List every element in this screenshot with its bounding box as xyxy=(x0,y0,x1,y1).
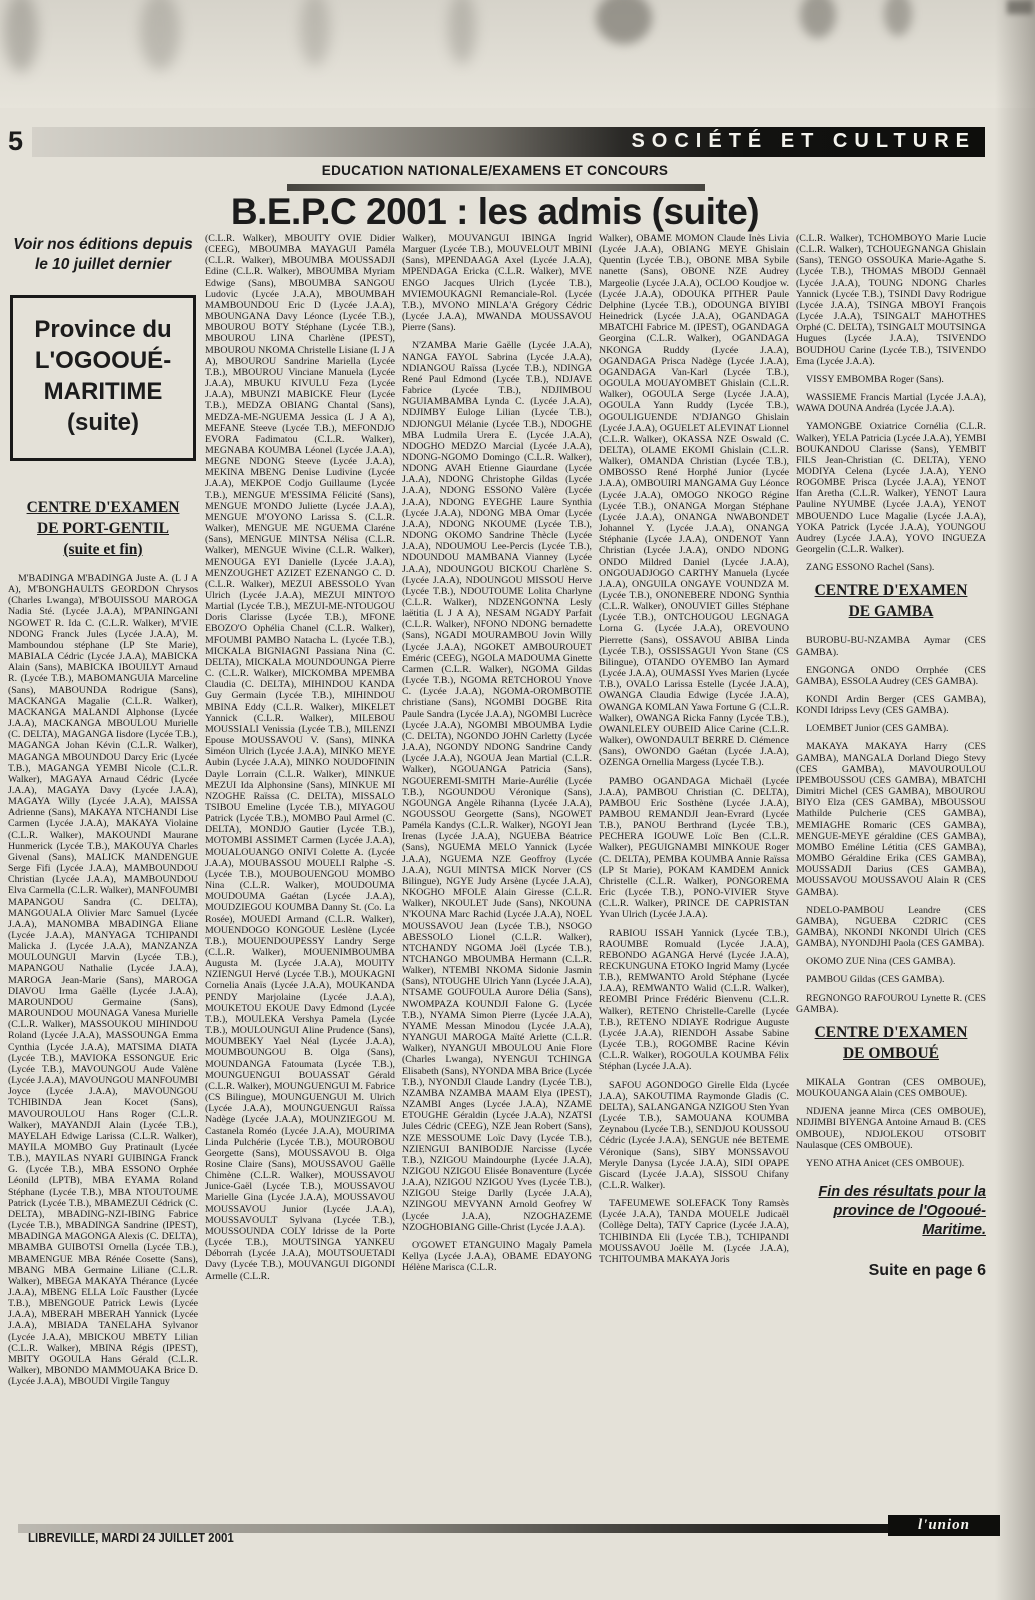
results-paragraph: O'GOWET ETANGUINO Magaly Pamela Kellya (Lycée J.A.A), OBAME EDAYONG Hélène Marisca (C.L.R. xyxy=(402,1239,592,1274)
results-paragraph: (C.L.R. Walker), TCHOMBOYO Marie Lucie (C.L.R. Walker), TCHOUEGNANGA Ghislain (Sans), TENGO OSSOUKA Marie-Agathe S. (Lycée T.B.), THOMAS MBODJ Gennaël (Lycée J.A.A), TOUNG NDONG Charles Yannick (Lycée T.B.), TSINDI Davy Rodrigue (Lycée J.A.A), TSINGA MBOYI François (Lycée J.A.A), TSINGALT MAHOTHES Orphé (C. DELTA), TSINGALT MOUTSINGA Hugues (Lycée J.A.A), TSIVENDO BOUDHOU Carine (Lycée T.B.), TSIVENDO Ema (Lycée J.A.A). xyxy=(796,233,986,367)
province-box-line: L'OGOOUÉ- xyxy=(34,347,172,374)
fin-note-line: Fin des résultats pour la xyxy=(818,1184,986,1200)
results-paragraph: VISSY EMBOMBA Roger (Sans). xyxy=(806,373,944,385)
results-paragraph: PAMBOU Gildas (CES GAMBA). xyxy=(806,974,945,986)
centre-header-line: (suite et fin) xyxy=(63,541,143,558)
results-column-2 xyxy=(205,233,395,1513)
results-paragraph: M'BADINGA M'BADINGA Juste A. (L J A A), M'BONGHAULTS GEORDON Chrysos (Charles Lwanga), M'BOUISSOU MAROGA Nadia Sté. (Lycée J.A.A), M'PANINGANI NGOWET R. Ida C. (C.L.R. Walker), M'VIE NDONG Franck Jules (Lycée J.A.A), M. Mamboundou stéphane (LP Ste Marie), MABIALA Cédric (Lycée J.A.A), MABICKA Alain (Sans), MABICKA IBOUILYT Arnaud R. (Lycée T.B.), MABOMANGUIA Marceline (Sans), MABOUNDA Rodrigue (Sans), MACKANGA Magalie (C.L.R. Walker), MACKANGA MALANDI Alphonse (Lycée J.A.A), MACKANGA MBOULOU Murielle (C. DELTA), MAGANGA Iisdore (Lycée T.B.), MAGANGA Johan Kévin (C.L.R. Walker), MAGANGA MBOUNDOU Darcy Eric (Lycée T.B.), MAGANGA YEMBI Nicole (C.L.R. Walker), MAGAYA Arnaud Cédric (Lycée J.A.A), MAGAYA Davy (Lycée J.A.A), MAGAYA Willy (Lycée J.A.A), MAISSA Adrienne (Sans), MAKAYA NTCHANDI Lise Carmen (Lycée J.A.A), MAKAYA Violaine (C.L.R. Walker), MAKOUNDI Maurane Hunmerick (Lycée T.B.), MAKOUYA Charles Givenal (Sans), MALICK MANDENGUE Serge Fifi (Lycée J.A.A), MAMBOUNDOU Christian (Lycée J.A.A), MAMBOUNDOU Elva Carmella (C.L.R. Walker), MANFOUMBI MAPANGOU Sandra (C. DELTA), MANGOUALA Olivier Marc Samuel (Lycée J.A.A), MANOMBA MBADINGA Eliane (Lycée J.A.A), MANYAGA TCHIPANDI Malicka J. (Lycée J.A.A), MANZANZA MOULOUNGUI Marvin (Lycée T.B.), MAPANGOU Nathalie (Lycée J.A.A), MAROGA Jean-Marie (Sans), MAROGA DIAVOU Irma Gaëlle (Lycée J.A.A), MAROUNDOU Germaine (Sans), MAROUNDOU MOUNAGA Vanesa Murielle (C.L.R. Walker), MASSOUKOU MIHINDOU Roland (Lycée J.A.A), MASSOUNGA Emma Cynthia (Lycée J.A.A), MATSIMA DIATA (Lycée T.B.), MAVIOKA ESSONGUE Eric (Lycée T.B.), MAVOUNGOU Aude Valène (Lycée J.A.A), MAVOUNGOU MANFOUMBI Joyce (Lycée J.A.A), MAVOUNGOU TCHIBINDA Jean Kocet (Sans), MAVOUROULOU Hans Roger (C.L.R. Walker), MAYANDJI Alain (Lycée T.B.), MAYELAH Edwige Larissa (C.L.R. Walker), MAYILA MOMBO Guy Pratinault (Lycée T.B.), MAYILAS NYARI GUIBINGA Franck G. (Lycée T.B.), MBA ESSONO Orphée Léonild (LPTB), MBA EYAMA Roland Stéphane (Lycée T.B.), MBA NTOUTOUME Patrick (Lycée T.B.), MBAMEZUI Cédrick (C. DELTA), MBADING-NZI-IBING Fabrice (Lycée T.B.), MBADINGA Sandrine (IPEST), MBADINGA MAGONGA Alexis (C. DELTA), MBAMBA GUIBOTSI Ornella (Lycée T.B.), MBAMENGUE MBA Rénée Cosette (Sans), MBANG MBA Germaine Liliane (C.L.R. Walker), MBEGA MAKAYA Thérance (Lycée J.A.A), MBENG ELLA Loïc Fausther (Lycée T.B.), MBENGOUE Patrick Lewis (Lycée J.A.A), MBERAH MBERAH Yannick (Lycée J.A.A), MBIADA TANELAHA Sylvanor (Lycée J.A.A), MBICKOU MBETY Lilian (C.L.R. Walker), MBINA Régis (IPEST), MBITY OGOULA Hans Gérald (C.L.R. Walker), MBONDO MAMMOUAKA Brice D. (Lycée J.A.A), MBOUDI Virgile Tanguy xyxy=(8,573,198,1388)
results-paragraph: Walker), OBAME MOMON Claude Inès Livia (Lycée J.A.A), OBIANG MEYE Ghislain Quentin (Lycée T.B.), OBONE MBA Sybile nanette (Sans), OBONE NZE Audrey Margeolie (Lycée J.A.A), OCLOO Koudjoe w. (Lycée J.A.A), ODOUKA PITHER Paule Delphine (Lycée T.B.), ODOUNGA BIYIBI Heinedrick (Lycée J.A.A), OGANDAGA MBATCHI Fabrice M. (IPEST), OGANDAGA Georgina (C.L.R. Walker), OGANDAGA NKONGA Ruddy (Lycée J.A.A), OGANDAGA Prisca Nadège (Lycée J.A.A), OGANDAGA Van-Karl (Lycée T.B.), OGOULA MOUAYOMBET Ghislain (C.L.R. Walker), OGOULA Serge (Lycée J.A.A), OGOULA Yann Ruddy (Lycée T.B.), OGOULIGUENDE N'DJANGO Ghislain (Lycée J.A.A), OGUELET ALEVINAT Lionnel (C.L.R. Walker), OKASSA NZE Oswald (C. DELTA), OLAME EKOMI Ghislain (C.L.R. Walker), OMANDA Christian (Lycée T.B.), OMBOSSO René Horphé Junior (Lycée J.A.A), OMBOUIRI MANGAMA Guy Léonce (Lycée J.A.A), OMOGO NKOGO Régine (Lycée T.B.), ONANGA Morgan Stéphane (Lycée J.A.A), ONANGA NWABONDET Johannel Y. (Lycée J.A.A), ONANGA Stéphanie (Lycée J.A.A), ONDENOT Yann Christian (Lycée J.A.A), ONDO NDONG ONDO Mildred Daniel (Lycée J.A.A), ONGOUADJOGO CARTHY Manuela (Lycée J.A.A), ONGUILA ONGAYE VOUNDZA M. (Lycée T.B.), ONONEBERE NDONG Synthia (C.L.R. Walker), ONOUVIET Gilles Stéphane (Lycée T.B.), ONTCHOUGOU LEGNAGA Lorna G. (Lycée J.A.A), OREVOUNO Pierrette (Sans), OSSAVOU ABIBA Linda (Lycée T.B.), OSSISSAGUI Yvon Stane (CS Bilingue), OTANDO OYEMBO Ian Aymard (Lycée J.A.A), OUMASSI Yves Marien (Lycée T.B.), OVALO Larissa Estelle (Lycée J.A.A), OWANGA Claudia Edwige (Lycée J.A.A), OWANGA KOMLAN Yawa Fortune G (C.L.R. Walker), OWANGA Ricka Fanny (Lycée T.B.), OWANLELEY OUBEID Alice Carine (C.L.R. Walker), OWONDAULT BERRE D. Clémence (Sans), OWONDO Gaétan (Lycée J.A.A), OZENGA Ornellia Margess (Lycée T.B.). xyxy=(599,233,789,769)
page-edge-shadow xyxy=(995,0,1035,1600)
centre-header-line: CENTRE D'EXAMEN xyxy=(814,1023,968,1041)
results-paragraph: Walker), MOUVANGUI IBINGA Ingrid Marguer (Lycée T.B.), MOUVELOUT MBINI (Sans), MPENDAAGA Axel (Lycée J.A.A), MPENDAGA Ericka (C.L.R. Walker), MVE ENGO Jacques Ulrich (Lycée T.B.), MVIEMOUKAGNI Remanciale-Rol. (Lycée T.B.), MVONO MINLA'A Grégory Cédric (Lycée J.A.A), MWANDA MOUSSAVOU Pierre (Sans). xyxy=(402,233,592,334)
results-paragraph: LOEMBET Junior (CES GAMBA). xyxy=(806,723,949,735)
results-column-1 xyxy=(8,233,198,1513)
results-paragraph: WASSIEME Francis Martial (Lycée J.A.A), WAWA DOUNA Andréa (Lycée J.A.A). xyxy=(796,392,986,415)
results-paragraph: REGNONGO RAFOUROU Lynette R. (CES GAMBA). xyxy=(796,992,986,1015)
edition-note xyxy=(8,235,198,275)
results-paragraph: KONDI Ardin Berger (CES GAMBA), KONDI Idripss Levy (CES GAMBA). xyxy=(796,694,986,717)
suite-note: Suite en page 6 xyxy=(868,1262,986,1279)
results-paragraph: BUROBU-BU-NZAMBA Aymar (CES GAMBA). xyxy=(796,635,986,658)
centre-header-line: CENTRE D'EXAMEN xyxy=(26,499,180,516)
section-banner xyxy=(32,127,985,157)
kicker: EDUCATION NATIONALE/EXAMENS ET CONCOURS xyxy=(321,163,669,178)
centre-header xyxy=(796,580,986,622)
results-paragraph: NDJENA jeanne Mirca (CES OMBOUE), NDJIMBI BIYENGA Antoine Arnaud B. (CES OMBOUE), NDJOLEKOU OTSOBIT Naulasque (CES OMBOUE). xyxy=(796,1106,986,1151)
fin-note-line: Maritime. xyxy=(922,1222,986,1238)
results-paragraph: MIKALA Gontran (CES OMBOUE), MOUKOUANGA Alain (CES OMBOUE). xyxy=(796,1076,986,1100)
results-paragraph: RABIOU ISSAH Yannick (Lycée T.B.), RAOUMBE Romuald (Lycée J.A.A), REBONDO AGANGA Hervé (Lycée J.A.A), RECKUNGUNA ETOKO Ingrid Mamy (Lycée T.B.), REMWANTO Arold Stéphane (Lycée J.A.A), REMWANTO Walid (C.L.R. Walker), REOMBI Prince Frédéric Bienvenu (C.L.R. Walker), RETENO Christelle-Carelle (Lycée T.B.), RETENO NDIAYE Rodrigue Auguste (Lycée J.A.A), RIENDOH Assabe Sabine (Lycée T.B.), ROGOMBE Racine Kévin (C.L.R. Walker), ROGOULA KOUMBA Félix Stéphan (Lycée J.A.A). xyxy=(599,927,789,1073)
results-column-3 xyxy=(402,233,592,1513)
kicker-underline xyxy=(287,184,705,191)
centre-header-line: DE OMBOUÉ xyxy=(842,1044,940,1062)
province-box-line: Province du xyxy=(34,316,172,343)
centre-header xyxy=(796,1022,986,1064)
section-banner-label: SOCIÉTÉ ET CULTURE xyxy=(631,130,976,152)
kicker-wrap xyxy=(0,162,990,180)
results-paragraph: PAMBO OGANDAGA Michaël (Lycée J.A.A), PAMBOU Christian (C. DELTA), PAMBOU Eric Sosthène (Lycée J.A.A), PAMBOU REMANDJI Jean-Evrard (Lycée T.B.), PANOU Berthrand (Lycée T.B.), PECHERA IGOUWE Loïc Ben (C.L.R. Walker), PEGUIGNAMBI MINKOUE Roger (C. DELTA), PEMBA KOUMBA Annie Raïssa (LP St Marie), POKAM KAMDEM Annick Christelle (C.L.R. Walker), PONGOREMA Eric (Lycée T.B.), PONO-VIVIER Styve (C.L.R. Walker), PRINCE DE CAPRISTAN Yvan Ulrich (Lycée J.A.A). xyxy=(599,775,789,921)
results-paragraph: YENO ATHA Anicet (CES OMBOUE). xyxy=(806,1157,965,1169)
centre-header-line: DE GAMBA xyxy=(848,603,934,621)
results-paragraph: TAFEUMEWE SOLEFACK Tony Ramsès (Lycée J.A.A), TANDA MOUELE Judicaël (Collège Delta), TATY Caprice (Lycée J.A.A), TCHIBINDA Eli (Lycée T.B.), TCHIPANDI MOUSSAVOU Joëlle M. (Lycée J.A.A), TCHITOUMBA MAKAYA Joris xyxy=(599,1198,789,1265)
province-box-line: (suite) xyxy=(67,409,139,436)
results-paragraph: ZANG ESSONO Rachel (Sans). xyxy=(806,562,935,574)
results-paragraph: SAFOU AGONDOGO Girelle Elda (Lycée J.A.A), SAKOUTIMA Raymonde Gladis (C. DELTA), SALANGANGA NZIGOU Sten Yvan (Lycée T.B.), SAMOUANA KOUMBA Zeynabou (Lycée T.B.), SENDJOU KOUSSOU Cédric (Lycée J.A.A), SENGUE née BETEME Véronique (Sans), SIBY MONSSAVOU Meryle Danysa (Lycée J.A.A), SIDI OPAPE Giscard (Lycée J.A.A), SISSOU Chifany (C.L.R. Walker). xyxy=(599,1079,789,1191)
results-paragraph: N'ZAMBA Marie Gaëlle (Lycée J.A.A), NANGA FAYOL Sabrina (Lycée J.A.A), NDIANGOU Raïssa (Lycée T.B.), NDINGA René Paul Edmond (Lycée T.B.), NDJAVE Fabrice (Lycée T.B.), NDJIMBOU NGUIAMBAMBA Lynda C. (Lycée J.A.A), NDJIMBY Euloge Lilian (Lycée T.B.), NDJONGUI Mélanie (Lycée T.B.), NDOGHE MBA Ludmila Urera E. (Lycée J.A.A), NDOGHO MEDZO Marcial (Lycée J.A.A), NDONG-NGOMO Domingo (C.L.R. Walker), NDONG AVAH Etienne Giaurdane (Lycée J.A.A), NDONG Christophe Gildas (Lycée J.A.A), NDONG ESSONO Valère (Lycée J.A.A), NDONG EYEGHE Laure Synthia (Lycée J.A.A), NDONG MBA Omar (Lycée J.A.A), NDONG NKOUME (Lycée T.B.), NDONG OKOMO Sandrine Thècle (Lycée J.A.A), NDOUMOU Lee-Percis (Lycée T.B.), NDOUNDOU MAMBANA Vianney (Lycée J.A.A), NDOUNGOU BICKOU Charlène S. (Lycée J.A.A), NDOUNGOU MISSOU Herve (Lycée T.B.), NDOUTOUME Lolita Charlyne (C.L.R. Walker), NDZENGON'NA Lesly laëtitia (L J A A), NESAM NGADY Parfait (C.L.R. Walker), NFONO NDONG bernadette (Sans), NGADI MOURAMBOU Jovin Willy (Lycée J.A.A), NGOKET AMBOUROUET Eméric (CEEG), NGOLA MADOUMA Ginette Carmen (C.L.R. Walker), NGOMA Gildas (Lycée T.B.), NGOMA RETCHOROU Ynove C. (Lycée J.A.A), NGOMA-OROMBOTIE christiane (Sans), NGOMBI DOGBE Rita Paule Sandra (Lycée J.A.A), NGOMBI Lucrèce (Lycée J.A.A), NGOMBI MBOUMBA Lydie (C. DELTA), NGONDO JOHN Carletty (Lycée J.A.A), NGONDY NDONG Sandrine Candy (Lycée J.A.A), NGOUA Jean Martial (C.L.R. Walker), NGOUANGA Patricia (Sans), NGOUEREMI-SMITH Marie-Aurélie (Lycée T.B.), NGOUNDOU Véronique (Sans), NGOUNGA Angèle Rihanna (Lycée J.A.A), NGOUSSOU Georgette (Sans), NGOWET Paméla Kandys (C.L.R. Walker), NGOYI Jean Irenas (Lycée J.A.A), NGUEBA Béatrice (Sans), NGUEMA MELO Yannick (Lycée J.A.A), NGUEMA NZE Geoffroy (Lycée J.A.A), NGUI MINTSA MICK Norver (CS Bilingue), NGYE Judy Arsène (Lycée J.A.A), NKOGHO MFOLE Alain Giresse (C.L.R. Walker), NKOULET Jude (Sans), NKOUNA N'KOUNA Marc Rachid (Lycée J.A.A), NOEL MOUSSAVOU Jean (Lycée T.B.), NSOGO ABESSOLO Lionel (C.L.R. Walker), NTCHANDY NGOMA Joël (Lycée T.B.), NTCHANGO MBOUMBA Hermann (C.L.R. Walker), NTEMBI NKOMA Sidonie Jasmin (Sans), NTOUGHE Ulrich Yann (Lycée J.A.A), NTSAME GOUFOULA Aurore Délia (Sans), NWOMPAZA KOUNDJI Falone G. (Lycée T.B.), NYAMA Simon Pierre (Lycée J.A.A), NYAME Messan Minodou (Lycée J.A.A), NYANGUI MAROGA Maïté Arlette (C.L.R. Walker), NYANGUI MBOULOU Anie Flore (Charles Lwanga), NYENGUI TCHINGA Elisabeth (Sans), NYONDA MBA Brice (Lycée T.B.), NYONDJI Claude Landry (Lycée T.B.), NZAMBA NZAMBA MAAM Elya (IPEST), NZAMBI Anges (Lycée J.A.A), NZAME ETOUGHE Géraldin (Lycée J.A.A), NZATSI Jules Cédric (CEEG), NZE Jean Robert (Sans), NZE MESSOUME Loïc Davy (Lycée T.B.), NZIENGUI BANIBODJE Narcisse (Lycée T.B.), NZIGOU Maindourphe (Lycée J.A.A), NZIGOU NZIGOU Elisée Bonaventure (Lycée J.A.A), NZIGOU NZIGOU Yves (Lycée T.B.), NZIGOU Steige Darlly (Lycée J.A.A), NZINGOU MEVYANN Arnold Geofrey W (Lycée J.A.A), NZOGHAZEME NZOGHOBIANG Gille-Christ (Lycée J.A.A). xyxy=(402,340,592,1233)
results-column-4 xyxy=(599,233,789,1513)
fin-note xyxy=(796,1183,986,1240)
edition-note-line: le 10 juillet dernier xyxy=(34,256,172,273)
results-column-5 xyxy=(796,233,986,1513)
page-number: 5 xyxy=(8,126,24,156)
edition-note-line: Voir nos éditions depuis xyxy=(13,236,193,253)
footer-date: LIBREVILLE, MARDI 24 JUILLET 2001 xyxy=(28,1531,234,1545)
results-paragraph: ENGONGA ONDO Orrphée (CES GAMBA), ESSOLA Audrey (CES GAMBA). xyxy=(796,664,986,687)
results-paragraph: (C.L.R. Walker), MBOUITY OVIE Didier (CEEG), MBOUMBA MAYAGUI Paméla (C.L.R. Walker), MBOUMBA MOUSSADJI Edine (C.L.R. Walker), MBOUMBA Myriam Edwige (Sans), MBOUMBA SANGOU Ludovic (Lycée J.A.A), MBOUMBAH MAMBOUNDOU Eric D (Lycée J.A.A), MBOUNGANA Davy Léonce (Lycée T.B.), MBOUROU BOTY Stéphane (Lycée T.B.), MBOUROU LINA Charlène (IPEST), MBOUROU NKOMA Christelle Lisiane (L J A A), MBOUROU Sandrine Mariella (Lycée T.B.), MBOUROU Vinciane Manuela (Lycée J.A.A), MBUKU KIVULU Feza (Lycée J.A.A), MBUNZI MABICKE Fleur (Lycée T.B.), MEDZA OBIANG Chantal (Sans), MEDZA-ME-NGUEMA Jessica (L J A A), MEFANE Steeve (Lycée T.B.), MEFONDJO EVORA Fadimatou (C.L.R. Walker), MEGNABA KOUMBA Léonel (Lycée J.A.A), MEGNE NDONG Steeve (Lycée J.A.A), MEKINA MBENG Denise Ludivine (Lycée J.A.A), MEKPOE Codjo Guillaume (Lycée T.B.), MENGUE M'ESSIMA Félicité (Sans), MENGUE M'ONDO Juliette (Lycée J.A.A), MENGUE M'OYONO Larissa S. (C.L.R. Walker), MENGUE ME NGUEMA Claréne (Sans), MENGUE MINTSA Nélisa (C.L.R. Walker), MENGUE Wivine (C.L.R. Walker), MENOUGA EYI Danielle (Lycée J.A.A), MENZOUGHET AZIZET EZENANGO C. D. (C.L.R. Walker), MEZUI ABESSOLO Yvan Ulrich (Lycée J.A.A), MEZUI MINTO'O Martial (Lycée T.B.), MEZUI-ME-NTOUGOU Doris Clarisse (Lycée T.B.), MFONE EBOZO'O Ophélia Chanel (C.L.R. Walker), MFOUMBI PAMBO Natacha L. (Lycée T.B.), MICKALA BIGNIAGNI Passiana Nina (C. DELTA), MICKALA MOUNDOUNGA Pierre C. (C.L.R. Walker), MICKOMBA MPEMBA Claudia (C. DELTA), MIHINDOU KANDA Guy Germain (Lycée T.B.), MIHINDOU MBINA Eddy (C.L.R. Walker), MIKELET Yannick (C.L.R. Walker), MILEBOU MOUSSIALI Venissia (Lycée T.B.), MILENZI Epouse MOUSSAVOU V. (Sans), MINKA Siméon Ulrich (Lycée J.A.A), MINKO MEYE Aubin (Lycée J.A.A), MINKO NOUDOFININ Dayle Lorrain (C.L.R. Walker), MINKUE MEZUI Ida Alphonsine (Sans), MINKUE MI NZOGHE Raïssa (C. DELTA), MISSALO TSIBOU Emeline (Lycée T.B.), MIYAGOU Patrick (Lycée T.B.), MOMBO Paul Armel (C. DELTA), MONDJO Gautier (Lycée T.B.), MOTOMBI ASSIMET Carmen (Lycée J.A.A), MOUALOUANGO ONIVI Colette A. (Lycée J.A.A), MOUBASSOU MOUELI Ralphe -S. (Lycée T.B.), MOUBOUENGOU MOMBO Nina (C.L.R. Walker), MOUDOUMA MOUDOUMA Gaétan (Lycée J.A.A), MOUDZIEGOU KOUMBA Danny St. (Co. La Rosée), MOUEDI Armand (C.L.R. Walker), MOUENDOGO KONGOUE Leslène (Lycée T.B.), MOUENDOUPESSY Landry Serge (C.L.R. Walker), MOUENIMBOUMBA Augusta M. (Lycée J.A.A), MOUITY NZIENGUI Hervé (Lycée T.B.), MOUKAGNI Cornelia Anaïs (Lycée J.A.A), MOUKANDA PENDY Marjolaine (Lycée J.A.A), MOUKETOU EKOUE Davy Edmond (Lycée T.B.), MOULEKA Vershya Pamela (Lycée T.B.), MOULOUNGUI Aline Prudence (Sans), MOUMBEKY Yael Néal (Lycée J.A.A), MOUMBOUNGOU B. Olga (Sans), MOUNDANGA Fatoumata (Lycée T.B.), MOUNGUENGUI BOUASSAT Gérald (C.L.R. Walker), MOUNGUENGUI M. Fabrice (CS Bilingue), MOUNGUENGUI M. Ulrich (Lycée J.A.A), MOUNGUENGUI Raïssa Nadège (Lycée J.A.A), MOUNZIEGOU M. Castanela Roméo (Lycée J.A.A), MOURIMA Linda Pulchérie (Lycée T.B.), MOUROBOU Georgette (Sans), MOUSSAVOU B. Olga Rosine Claire (Sans), MOUSSAVOU Gaëlle Chimène (C.L.R. Walker), MOUSSAVOU Junice-Gaël (Lycée T.B.), MOUSSAVOU Marielle Gina (Lycée J.A.A), MOUSSAVOU MOUSSAVOU Junior (Lycée J.A.A), MOUSSAVOULT Sylvana (Lycée T.B.), MOUSSOUNDA COLY Idrisse de la Porte (Lycée T.B.), MOUTSINGA YANKEU Déborrah (Lycée J.A.A), MOUTSOUETADI Davy (Lycée T.B.), MOUVANGUI DIGONDI Armelle (C.L.R. xyxy=(205,233,395,1282)
results-paragraph: YAMONGBE Oxiatrice Cornélia (C.L.R. Walker), YELA Patricia (Lycée J.A.A), YEMBI BOUKANDOU Clarisse (Sans), YEMBIT FILS Jean-Christian (C. DELTA), YENO MODIYA Celena (Lycée J.A.A), YENO ROGOMBE Prisca (Lycée J.A.A), YENOT Ifan Aretha (C.L.R. Walker), YENOT Laura Pauline NYUMBE (Lycée J.A.A), YENOT MBOUENDO Luce Magalie (Lycée J.A.A), YOKA Patrick (Lycée J.A.A), YOUNGOU Audrey (Lycée J.A.A), YOVO INGUEZA Georgelin (C.L.R. Walker). xyxy=(796,421,986,556)
masthead-logo: l'union xyxy=(888,1515,1000,1536)
results-paragraph: OKOMO ZUE Nina (CES GAMBA). xyxy=(806,956,956,968)
province-box xyxy=(10,295,196,461)
results-columns xyxy=(8,233,990,1513)
centre-header xyxy=(8,497,198,560)
centre-header-line: CENTRE D'EXAMEN xyxy=(814,582,968,600)
page-title: B.E.P.C 2001 : les admis (suite) xyxy=(230,191,760,232)
results-paragraph: NDELO-PAMBOU Leandre (CES GAMBA), NGUEBA C2DRIC (CES GAMBA), NKONDI NKONDI Ulrich (CES GAMBA), NYONDJHI Paola (CES GAMBA). xyxy=(796,904,986,950)
province-box-line: MARITIME xyxy=(43,378,163,405)
centre-header-line: DE PORT-GENTIL xyxy=(37,520,169,537)
fin-note-line: province de l'Ogooué- xyxy=(833,1203,986,1219)
results-paragraph: MAKAYA MAKAYA Harry (CES GAMBA), MANGALA Dorland Diego Stevy (CES GAMBA), MAVOUROULOU IPEMBOUSSOU (CES GAMBA), MBATCHI Dimitri Michel (CES GAMBA), MBOUROU BIYO Elza (CES GAMBA), MBOUSSOU Mathilde Pulcherie (CES GAMBA), MEMIAGHE Romaric (CES GAMBA), MENGUE-MEYE géraldine (CES GAMBA), MOMBO Eméline Létitia (CES GAMBA), MOMBO Géraldine Erika (CES GAMBA), MOUSSADJI Darius (CES GAMBA), MOUSSAVOU MOUSSAVOU Alain R (CES GAMBA). xyxy=(796,741,986,898)
